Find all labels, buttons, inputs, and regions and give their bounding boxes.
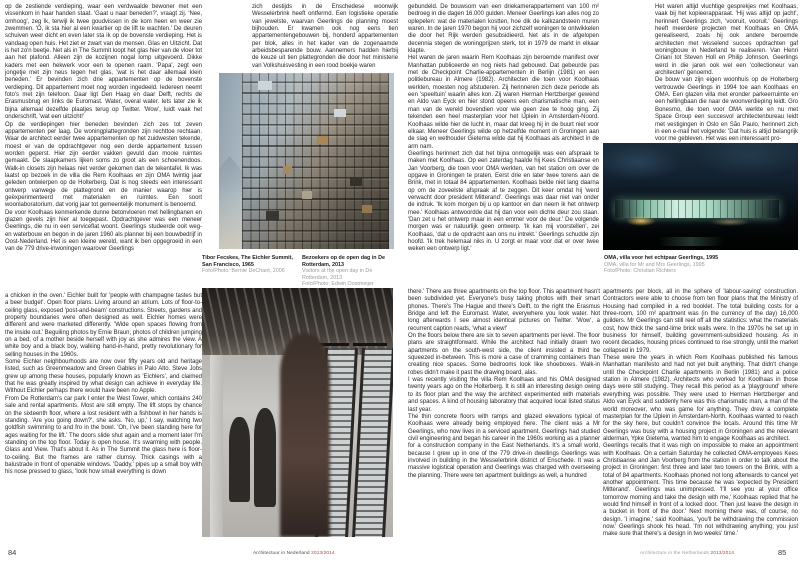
paragraph: De bouw van zijn eigen woonhuis op de Holterberg vertrouwde Geerlings in 1994 toe aan Koolhaas en OMA. Een glazen villa met eronder parkeerruimte en een hellingbaan die naar de woonverdieping leidt. Gro Bonesmo, die toen voor OMA werkte en nu met Space Group een succesvol architectenbureau leidt met vestigingen in Oslo en São Paulo, herinnert zich in een e-mail het volgende: 'Dat huis is altijd belangrijk voor me gebleven. Het was een interessant pro- — [655, 77, 798, 143]
photo-de-rotterdam-interior — [202, 288, 393, 537]
page-number-left: 84 — [8, 548, 17, 557]
caption-title-nl: OMA, villa voor het echtpaar Geerlings, 1995 — [604, 255, 719, 261]
caption-eichler-summit — [202, 255, 294, 275]
paragraph: there.' There are three apartments on the top floor. This apartment hasn't been subdivided yet. Everyone's busy taking photos with their smart phones. There's The Hague and there's Delft, to the right the Erasmus Bridge and left the Euromast. Water, everywhere you look water. Not long afterwards I see almost identical pictures on Twitter. 'Wow', a recurrent caption reads, 'what a view!' — [408, 289, 600, 332]
english-column-left — [5, 293, 202, 477]
visitor-silhouette — [254, 408, 277, 508]
warm-light — [710, 218, 750, 226]
paragraph: Op de verdiepingen hier beneden bevinden zich zes tot zeven appartementen per laag. De woningplattegronden zijn rechttoe rechtaan. Waar de architect eerder twee appartementen op het zuidwesten tekende, moest er van de opdrachtgever nog een derde appartement tussen worden geperst. Hier zijn eerder vakken gevuld dan mooie ruimtes gemaakt. De slaapkamers lijken soms zo groot als een schoenendoos. Walk-in closets zijn helaas niet verder gekomen dan de tekentafel. Ik was laatst op bezoek in de villa die Rem Koolhaas en zijn OMA twintig jaar geleden ontwierpen op de Holterberg. Dat is nog steeds een interessant ontwerp vanwege de plattegrond en de manier waarop hier is geëxperimenteerd met materialen en ruimtes. Een soort woonlaboratorium, dat vorig jaar tot gemeentelijk monument is benoemd. — [5, 121, 202, 209]
paragraph: De voor Koolhaas kenmerkende dunne betonvloeren met hellingbanen en glazen gevels zijn hier al toegepast. Opdrachtgever was een meneer Geerlings, die nu in een serviceflat woont. Geerlings studeerde ooit weg- en waterbouw en begon in de jaren 1960 als planner bij een bouwbedrijf in Oost-Nederland. Het is een kleine wereld, want ik ben opgegroeid in een van de 779 drive-inwoningen waarover Geerlings — [5, 209, 202, 253]
paragraph: Geerlings recalls that it was nigh on impossible to make an appointment with Koolhaas. On a certain Saturday he collected OMA-employees Kees Christiaanse and Jan Voorberg from the station in order to talk about the project in Groningen: first three and later two towers on the Brink, with a total of 84 apartments. Koolhaas phoned not long afterwards to cancel yet another appointment. This time because he was 'expected by President Mitterand'. Geerlings was unimpressed. 'I'll see you at your office tomorrow morning and take the design with me,' Koolhaas replied that he would find himself in front of a locked door. 'Then just leave the design in a bucket in front of the door.' Next morning there was, of course, no design. 'I imagine,' said Koolhaas, 'you'll be withdrawing the commission now.' Geerlings shook his head. 'I'm not withdrawing anything; you just make sure that there's a design in two weeks' time.' — [603, 443, 798, 538]
english-column-right-1 — [408, 289, 600, 480]
paragraph: Het waren de jaren waarin Rem Koolhaas zijn beroemde manifest over Manhattan publiceerde en nog niets had gebouwd. Dat gebeurde pas met de Checkpoint Charlie-appartementen in Berlijn (1981) en een politiebureau in Almere (1982). Architecten die toen voor Koolhaas werkten, moesten nog afstuderen. Zij herinneren zich deze periode als een 'speeltuin' waarin alles kon. Zij waren Herman Hertzberger gewend en Aldo van Eyck en hier stond opeens een charismatische man, een man van de wereld bovendien voor wie geen zee te hoog ging. Zij tekenden een heel masterplan voor het IJplein in Amsterdam-Noord. Koolhaas wilde hier de lucht in, maar dat kreeg hij in de buurt niet voor elkaar. Meneer Geerlings wilde op hetzelfde moment in Groningen aan de slag en wethouder Gietema wilde dat hij Koolhaas als architect in de arm nam. — [408, 55, 599, 150]
caption-title-nl: Bezoekers op de open dag in De Rotterdam, 2013 — [302, 255, 385, 268]
villa-roofline — [615, 197, 779, 199]
caption-title-en: OMA, villa for Mr and Mrs Geerlings, 1995 — [604, 261, 705, 268]
paragraph: I was recently visiting the villa Rem Koolhaas and his OMA designed twenty years ago on the Holterberg. It is still an interesting design owing to its floor plan and the way the architect experimented with materials and spaces. A kind of housing laboratory that acquired local listed status last year. — [408, 377, 600, 413]
running-footer-left — [253, 551, 335, 556]
paragraph: The thin concrete floors with ramps and glazed elevations typical of Koolhaas were already being employed here. The client was a Mr Geerlings, who now lives in a serviced apartment. Geerlings had studied civil engineering and began his career in the 1960s working as a planner for a construction company in the East Netherlands. It's a small world, because I grew up in one of the 779 drive-in dwellings Geerlings was involved in building in the Wesselerbrink district of Enschede. It was a massive logistical operation and Geerlings was charged with overseeing the planning. There were ten apartment buildings as well, a hundred — [408, 413, 600, 479]
footer-book-title-nl: Architectuur in Nederland — [253, 551, 310, 556]
english-column-right-2 — [603, 289, 798, 539]
page-number-right: 85 — [778, 548, 787, 557]
photo-oma-villa-night — [603, 143, 798, 250]
paragraph: Geerlings herinnert zich dat het bijna onmogelijk was een afspraak te maken met Koolhaas. Op een zaterdag haalde hij Kees Christiaanse en Jan Voorberg, die toen voor OMA werkten, van het station om over de opgave in Groningen te praten. Eerst drie en later twee torens aan de Brink, met in totaal 84 appartementen. Koolhaas belde niet lang daarna op om de zoveelste afspraak af te zeggen. Dit keer omdat hij 'werd verwacht door president Mitterand'. Geerlings was daar niet van onder de indruk. 'Ik kom morgen bij u op kantoor en dan neem ik het ontwerp mee.' Koolhaas antwoordde dat hij dan voor een dichte deur zou staan. 'Dan zet u het ontwerp maar in een emmer voor de deur.' De volgende morgen was er natuurlijk geen ontwerp. 'Ik kan mij voorstellen', zei Koolhaas, 'dat u de opdracht aan ons nu intrekt.' Geerlings schudde zijn hoofd. 'Ik trek helemaal niks in. U zorgt er maar voor dat er over twee weken een ontwerp ligt.' — [408, 150, 599, 253]
dutch-column-left-2 — [252, 4, 398, 70]
light-reflection — [658, 237, 724, 246]
visitor-silhouette — [229, 417, 250, 502]
caption-oma-villa — [604, 255, 764, 275]
tower-facade-shading — [242, 73, 389, 249]
footer-edition: 2013/2014 — [311, 551, 335, 556]
paragraph: Het waren altijd vluchtige gesprekjes met Koolhaas, vaak bij het kopieerapparaat. 'Hij was altijd op jacht', herinnert Geerlings zich, 'vooruit, vooruit.' Geerlings heeft meerdere projecten met Koolhaas en OMA gerealiseerd, zoals hij ook andere beroemde architecten met wisselend succes opdrachten gaf woningbouw in Nederland te realiseren. Van Henri Ciriani tot Steven Holl en Philip Johnson. Geerlings werd in die jaren ook wel een 'collectioneur van architecten' genoemd. — [655, 4, 798, 77]
photo-eichler-summit-tower — [219, 73, 394, 249]
dutch-column-right-2 — [655, 4, 798, 144]
caption-title: Tibor Fecskes, The Eichler Summit, San Francisco, 1965 — [202, 255, 293, 268]
pillar — [210, 355, 223, 537]
caption-credit: Foto/Photo: Edwin Oostmeijer — [302, 281, 374, 288]
paragraph: a chicken in the oven.' Eichler built for 'people with champagne tastes but a beer budget'. Open floor plans. Living around an atrium. Lots of floor-to-ceiling glass, exposed 'post-and-beam' constructions. Streets, gardens and property boundaries were often designed as well. Eichler homes were different and were marketed differently. 'Wide open spaces flowing from the inside out.' Beguiling photos by Ernie Braun, photos of children jumping on a bed, of a mother beside herself with joy as she admires the view. A white boy and a black boy, walking hand-in-hand, pretty revolutionary for selling houses in the 1960s. — [5, 293, 202, 358]
caption-title-en: Visitors at the open day in De Rotterdam, 2013 — [302, 268, 373, 281]
escalator-handrail — [353, 343, 388, 346]
foreground-visitor-silhouette — [280, 333, 330, 537]
paragraph: From De Rotterdam's car park I enter the West Tower, which contains 240 sale and rental apartments. Most are still empty. The lift stops by chance on the sixteenth floor, where a lost resident with a fishbowl in her hands is standing. 'Are you going down?', she asks. 'No, up,' I say, watching two goldfish swimming to and fro in the bowl. 'Oh, I've been standing here for ages waiting for the lift.' The doors slide shut again and a moment later I'm standing on the top floor. Today is open house. It's swarming with people. Glass and View. That's about it. As in The Summit the glass here is floor-to-ceiling. But the frames are rather clumsy. Thick casings with a balustrade in front of openable windows. 'Daddy,' pipes up a small boy with his nose pressed to glass, 'look how small everything is down — [5, 395, 202, 476]
caption-credit: Foto/Photo: Christian Richters — [604, 268, 676, 275]
dutch-column-right-1 — [408, 4, 599, 254]
dutch-column-left-1 — [5, 4, 202, 254]
caption-de-rotterdam — [302, 255, 397, 288]
paragraph: Some Eichler neighbourhoods are now over fifty years old and heritage listed, such as Greenmeadow and Green Gables in Palo Alto. Steve Jobs grew up among these houses, popularly known as 'Eichlers', and claimed that he was greatly inspired by what design can achieve in everyday life. Without Eichler perhaps there would have been no Apple. — [5, 359, 202, 395]
paragraph: These were the years in which Rem Koolhaas published his famous Manhattan manifesto and had not yet built anything. That didn't change until the Checkpoint Charlie apartments in Berlin (1981) and a police station in Almere (1982). Architects who worked for Koolhaas in those days were still studying. They recall this period as a 'playground' where everything was possible. They were used to Herman Hertzberger and Aldo van Eyck and suddenly here was this charismatic man, a man of the world moreover, who was game for anything. They drew a complete masterplan for the IJplein in Amsterdam-North. Koolhaas wanted to reach for the sky here, but couldn't convince the locals. Around this time Mr Geerlings was busy with a housing project in Groningen and the relevant alderman, Ypke Gietema, wanted him to engage Koolhaas as architect. — [603, 355, 798, 442]
paragraph: zich destijds in de Enschedese woonwijk Wesselerbrink heeft ontfermd. Een logistieke operatie van jewelste, waarvan Geerlings de planning moest bijhouden. Er kwamen ook nog eens tien appartementengebouwen bij, honderd appartementen per blok, alles in het kader van de zogenaamde arbeidsbesparende bouw. Aannemers hadden hierbij de keuze uit tien plattegronden die door het ministerie van Volkshuisvesting in een rood boekje waren — [252, 4, 398, 69]
caption-credit: Foto/Photo: Bernie DeChant, 2006 — [202, 268, 285, 275]
footer-book-title-en: Architecture in the Netherlands — [640, 551, 709, 556]
paragraph: gebundeld. De bouwsom van een driekamerappartement van 100 m² bedroeg in die dagen 16.000 gulden. Meneer Geerlings kan alles nog zo oplepelen: wat de materialen kostten, hoe dik de kalkzandsteen muren waren. In de jaren 1970 begon hij voor zichzelf woningen te ontwikkelen die door het Rijk werden gesubsidieerd. Net als in de afgelopen decennia stegen de woningprijzen sterk, tot in 1979 de markt in elkaar klapte. — [408, 4, 599, 55]
paragraph: On the floors below there are six to seven apartments per level. The floor plans are straightforward. While the architect had initially drawn two apartments on the south-west side, the client insisted a third be squeezed in-between. This is more a case of cramming containers than creating nice spaces. Some bedrooms look like shoeboxes. Walk-in robes didn't make it past the drawing board, alas. — [408, 333, 600, 376]
warm-light — [626, 216, 656, 226]
paragraph: op de zestiende verdieping, waar een verdwaalde bewoner met een vissenkom in haar handen staat. 'Gaat u naar beneden?', vraagt zij. 'Nee, omhoog', zeg ik, terwijl ik twee goudvissen in de kom heen en weer zie zwemmen. 'O, ik sta hier al een kwartier op de lift te wachten.' De deuren schuiven weer dicht en even later sta ik op de bovenste verdieping. Het is vandaag open huis. Het ziet er zwart van de mensen. Glas en Uitzicht. Dat is het zo'n beetje. Net als in The Summit loopt het glas hier van de vloer tot aan het plafond. Alleen zijn de kozijnen nogal lomp uitgevoerd. Dikke kaders met een hekwerk voor een te openen raam. 'Papa', zegt een jongetje met zijn neus tegen het glas, 'wat is het daar allemaal klein beneden.' Er bevinden zich drie appartementen op de bovenste verdieping. Dit appartement moet nog worden ingedeeld. Iedereen neemt foto's met zijn telefoon. Daar ligt Den Haag en daar Delft, rechts de Erasmusbrug en links de Euromast. Water, overal water. Iets later zie ik bijna allemaal dezelfde plaatjes terug op Twitter. 'Wow', luidt vaak het onderschrift, 'wat een uitzicht!' — [5, 4, 202, 121]
paragraph: apartments per block, all in the sphere of 'labour-saving' construction. Contractors were able to choose from ten floor plans that the Ministry of Housing had compiled in a red booklet. The total building costs for a three-room, 100 m² apartment was (in the currency of the day) 16,000 guilders. Mr Geerlings can still reel off all the statistics: what the materials cost, how thick the sand-lime brick walls were. In the 1970s he set up in business for himself, building government-subsidized housing. As in recent decades, housing prices continued to rise strongly, until the market collapsed in 1979. — [603, 289, 798, 354]
footer-edition: 2013/2014 — [710, 551, 734, 556]
running-footer-right — [640, 551, 734, 556]
